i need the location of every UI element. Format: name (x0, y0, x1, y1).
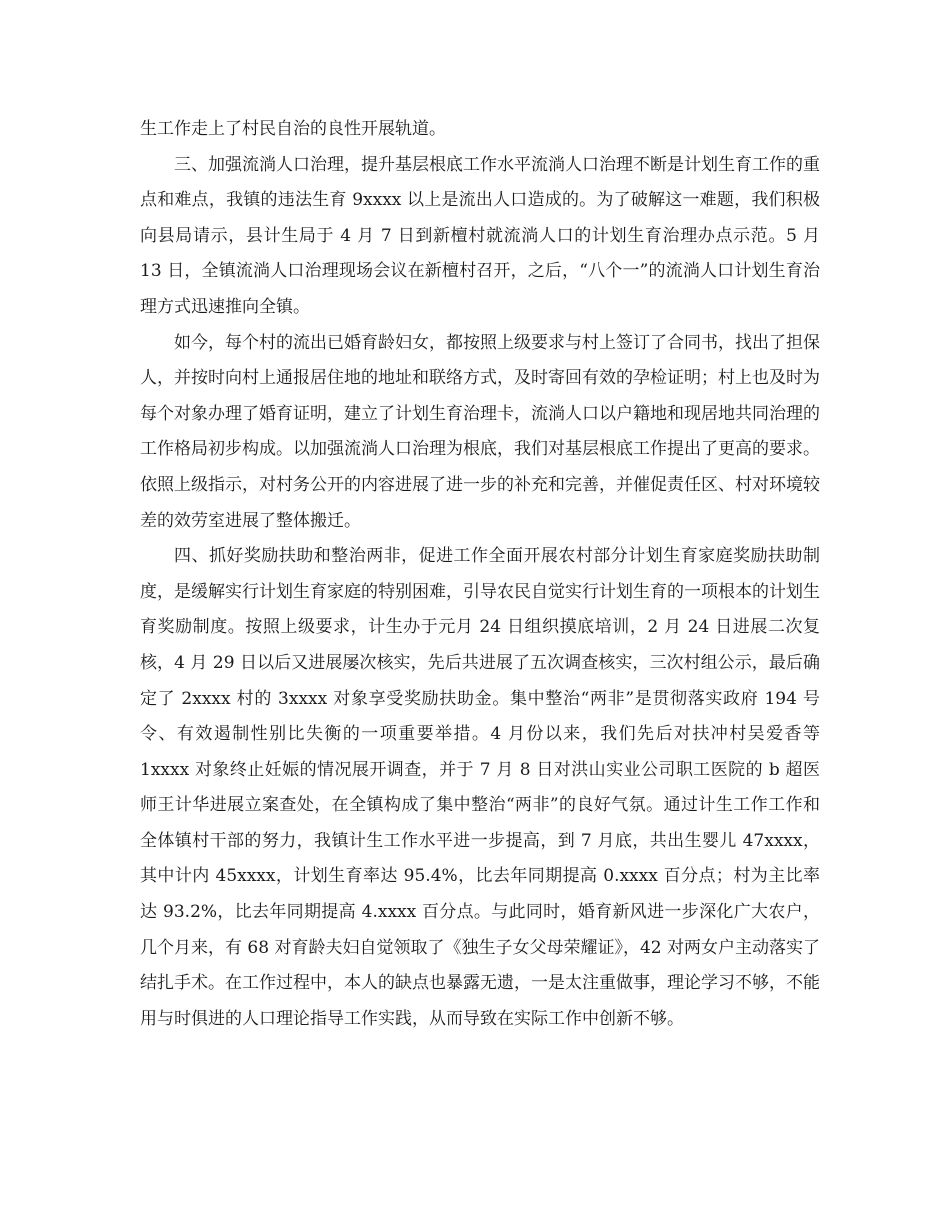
paragraph-migrant-management: 如今，每个村的流出已婚育龄妇女，都按照上级要求与村上签订了合同书，找出了担保人，并按时向村上通报居住地的地址和联络方式，及时寄回有效的孕检证明；村上也及时为每个对象办理了婚育证明，建立了计划生育治理卡，流淌人口以户籍地和现居地共同治理的工作格局初步构成。以加强流淌人口治理为根底，我们对基层根底工作提出了更高的要求。依照上级指示，对村务公开的内容进展了进一步的补充和完善，并催促责任区、村对环境较差的效劳室进展了整体搬迁。 (140, 332, 820, 531)
paragraph-continuation: 生工作走上了村民自治的良性开展轨道。 (140, 119, 446, 139)
paragraph-section-three: 三、加强流淌人口治理，提升基层根底工作水平流淌人口治理不断是计划生育工作的重点和难点，我镇的违法生育 9xxxx 以上是流出人口造成的。为了破解这一难题，我们积极向县局请示，县计生局于 4 月 7 日到新檀村就流淌人口的计划生育治理办点示范。5 月 13 日，全镇流淌人口治理现场会议在新檀村召开，之后，“八个一”的流淌人口计划生育治理方式迅速推向全镇。 (140, 154, 820, 317)
paragraph-section-four: 四、抓好奖励扶助和整治两非，促进工作全面开展农村部分计划生育家庭奖励扶助制度，是缓解实行计划生育家庭的特别困难，引导农民自觉实行计划生育的一项根本的计划生育奖励制度。按照上级要求，计生办于元月 24 日组织摸底培训，2 月 24 日进展二次复核，4 月 29 日以后又进展屡次核实，先后共进展了五次调查核实，三次村组公示，最后确定了 2xxxx 村的 3xxxx 对象享受奖励扶助金。集中整治“两非”是贯彻落实政府 194 号令、有效遏制性别比失衡的一项重要举措。4 月份以来，我们先后对扶冲村吴爱香等 1xxxx 对象终止妊娠的情况展开调查，并于 7 月 8 日对洪山实业公司职工医院的 b 超医师王计华进展立案查处，在全镇构成了集中整治“两非”的良好气氛。通过计生工作工作和全体镇村干部的努力，我镇计生工作水平进一步提高，到 7 月底，共出生婴儿 47xxxx，其中计内 45xxxx，计划生育率达 95.4%，比去年同期提高 0.xxxx 百分点；村为主比率达 93.2%，比去年同期提高 4.xxxx 百分点。与此同时，婚育新风进一步深化广大农户，几个月来，有 68 对育龄夫妇自觉领取了《独生子女父母荣耀证》，42 对两女户主动落实了结扎手术。在工作过程中，本人的缺点也暴露无遗，一是太注重做事，理论学习不够，不能用与时俱进的人口理论指导工作实践，从而导致在实际工作中创新不够。 (140, 546, 820, 1029)
document-body (140, 112, 820, 1037)
